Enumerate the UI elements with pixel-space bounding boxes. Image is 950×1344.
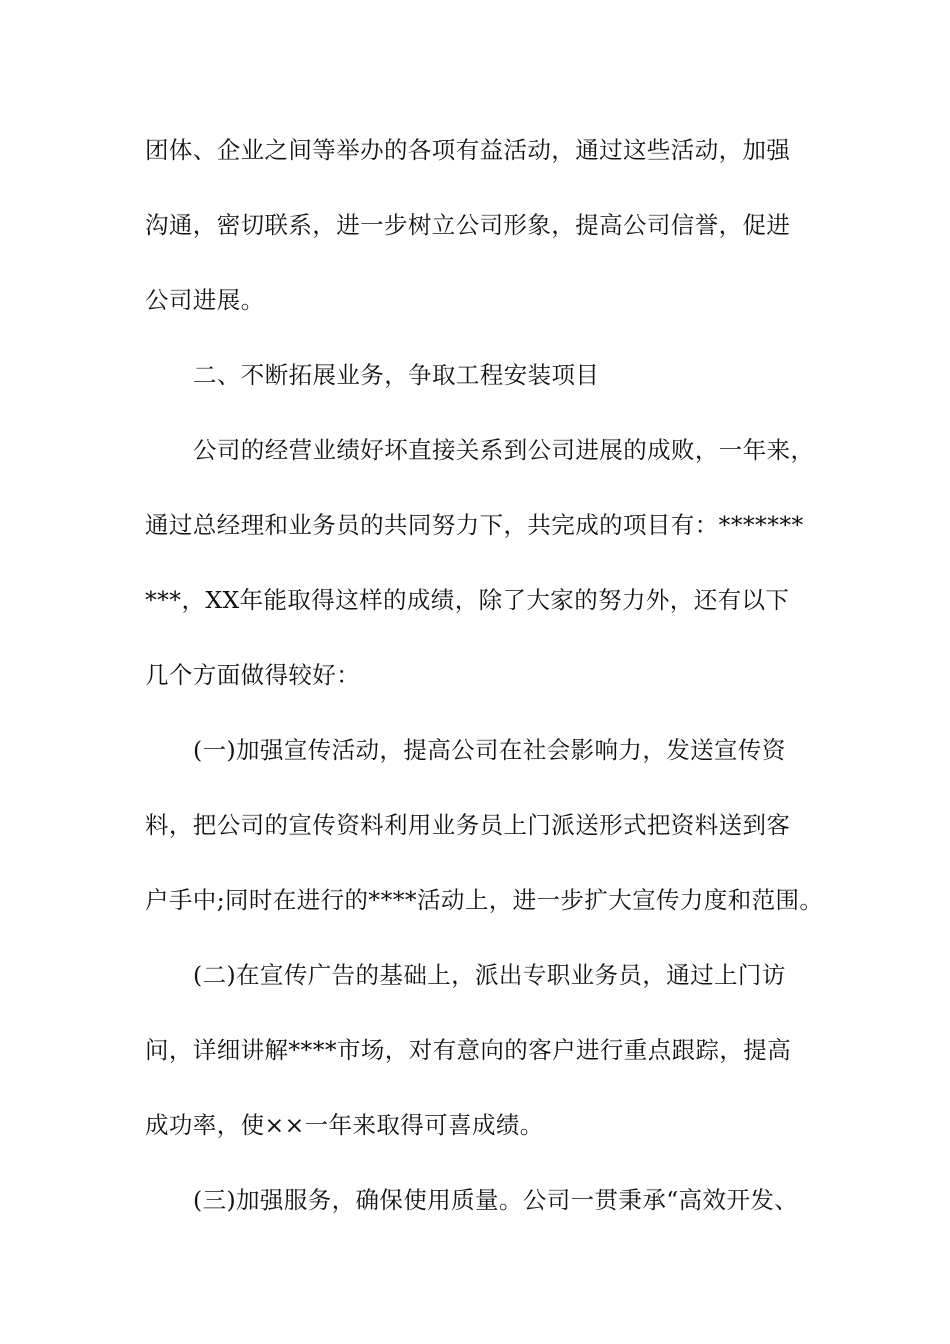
paragraph-line: (一)加强宣传活动，提高公司在社会影响力，发送宣传资 [193, 736, 786, 764]
paragraph-line: 户手中;同时在进行的****活动上，进一步扩大宣传力度和范围。 [145, 886, 824, 914]
paragraph-line: 公司的经营业绩好坏直接关系到公司进展的成败，一年来， [193, 436, 815, 464]
section-heading: 二、不断拓展业务，争取工程安装项目 [193, 361, 600, 389]
paragraph-line: 料，把公司的宣传资料利用业务员上门派送形式把资料送到客 [145, 811, 791, 839]
paragraph-line: (三)加强服务，确保使用质量。公司一贯秉承“高效开发、 [193, 1186, 799, 1214]
paragraph-line: 团体、企业之间等举办的各项有益活动，通过这些活动，加强 [145, 136, 791, 164]
paragraph-line: 通过总经理和业务员的共同努力下，共完成的项目有：******* [145, 511, 804, 539]
paragraph-line: 沟通，密切联系，进一步树立公司形象，提高公司信誉，促进 [145, 211, 791, 239]
document-body [145, 128, 825, 1253]
paragraph-line: 成功率，使××一年来取得可喜成绩。 [145, 1111, 544, 1139]
paragraph-line: 问，详细讲解****市场，对有意向的客户进行重点跟踪，提高 [145, 1036, 792, 1064]
paragraph-line: 几个方面做得较好： [145, 661, 361, 689]
paragraph-line: ***，XX年能取得这样的成绩，除了大家的努力外，还有以下 [145, 586, 790, 614]
paragraph-line: (二)在宣传广告的基础上，派出专职业务员，通过上门访 [193, 961, 786, 989]
paragraph-line: 公司进展。 [145, 286, 265, 314]
